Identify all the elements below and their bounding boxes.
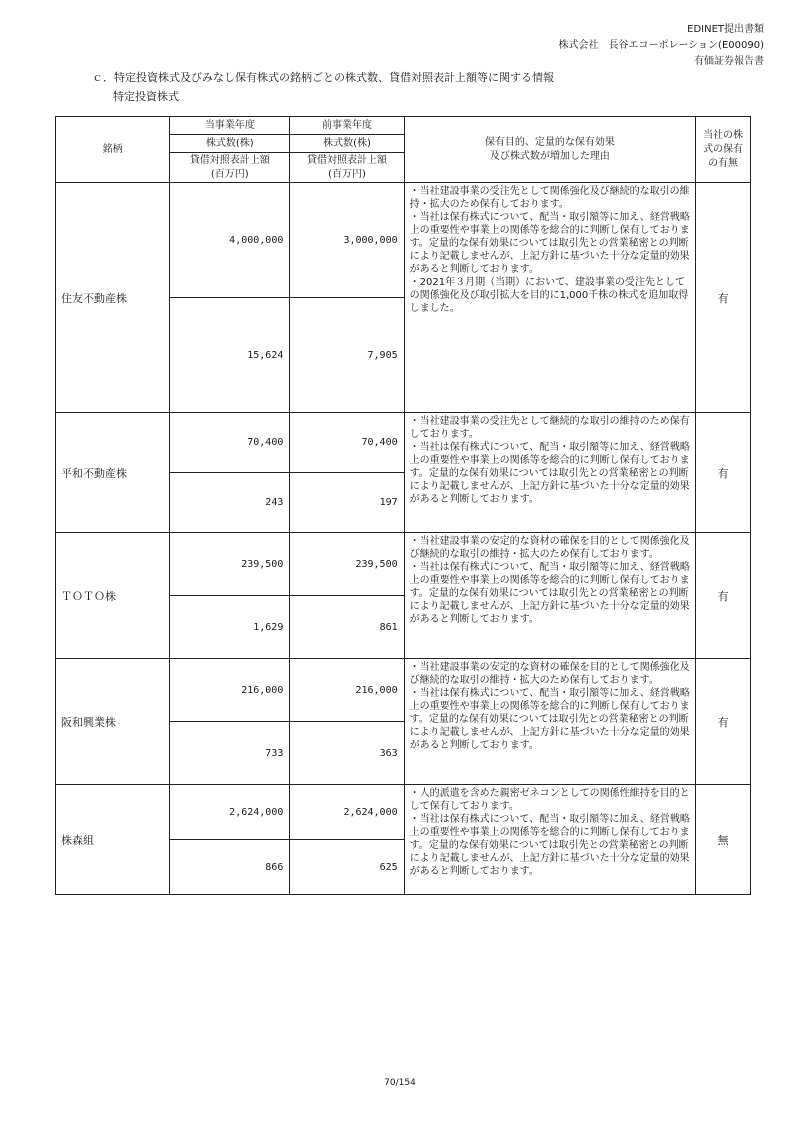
purpose-paragraph: ・当社は保有株式について、配当・取引額等に加え、経営戦略上の重要性や事業上の関係等を総合的に判断し保有しております。定量的な保有効果については取引先との営業秘密との判断により記載しませんが、上記方針に基づいた十分な定量的効果があると判断しております。: [409, 442, 690, 505]
purpose-paragraph: ・当社建設事業の受注先として継続的な取引の維持のため保有しております。: [409, 416, 690, 440]
cross-holding-flag: 有: [696, 413, 751, 533]
book-value-current: 1,629: [170, 596, 290, 659]
doc-header-report-type: 有価証券報告書: [694, 56, 764, 67]
section-title: ｃ．特定投資株式及びみなし保有株式の銘柄ごとの株式数、貸借対照表計上額等に関する情報: [92, 71, 554, 84]
stock-name: 住友不動産株: [56, 183, 170, 413]
purpose-paragraph: ・当社は保有株式について、配当・取引額等に加え、経営戦略上の重要性や事業上の関係等を総合的に判断し保有しております。定量的な保有効果については取引先との営業秘密との判断により記載しませんが、上記方針に基づいた十分な定量的効果があると判断しております。: [409, 212, 690, 275]
stock-name: 阪和興業株: [56, 659, 170, 785]
purpose-paragraph: ・人的派遣を含めた親密ゼネコンとしての関係性維持を目的として保有しております。: [409, 788, 690, 812]
table-row: [56, 533, 751, 596]
stock-name: 平和不動産株: [56, 413, 170, 533]
holding-purpose: [404, 659, 696, 785]
holding-purpose: [404, 413, 696, 533]
table-row: [56, 183, 751, 298]
shares-previous: 3,000,000: [290, 183, 404, 298]
holdings-table-header: [56, 117, 751, 183]
shares-current: 216,000: [170, 659, 290, 722]
col-header-value-current: 貸借対照表計上額 (百万円): [170, 153, 290, 183]
holdings-table-body: [56, 183, 751, 895]
shares-previous: 70,400: [290, 413, 404, 473]
holdings-table: [55, 116, 751, 895]
col-header-holding: 当社の株式の保有の有無: [696, 117, 751, 183]
section-subtitle: 特定投資株式: [113, 90, 179, 103]
col-header-name: 銘柄: [56, 117, 170, 183]
purpose-paragraph: ・当社建設事業の受注先として関係強化及び継続的な取引の維持・拡大のため保有しております。: [409, 186, 690, 210]
table-row: [56, 413, 751, 473]
shares-previous: 2,624,000: [290, 785, 404, 840]
book-value-current: 866: [170, 840, 290, 895]
book-value-previous: 625: [290, 840, 404, 895]
book-value-previous: 861: [290, 596, 404, 659]
purpose-paragraph: ・当社建設事業の安定的な資材の確保を目的として関係強化及び継続的な取引の維持・拡大のため保有しております。: [409, 536, 690, 560]
doc-header-company: 株式会社 長谷エコーポレーション(E00090): [558, 40, 764, 51]
shares-previous: 216,000: [290, 659, 404, 722]
col-header-purpose: 保有目的、定量的な保有効果 及び株式数が増加した理由: [404, 117, 696, 183]
shares-previous: 239,500: [290, 533, 404, 596]
col-header-shares-previous: 株式数(株): [290, 135, 404, 153]
col-header-shares-current: 株式数(株): [170, 135, 290, 153]
purpose-paragraph: ・当社は保有株式について、配当・取引額等に加え、経営戦略上の重要性や事業上の関係等を総合的に判断し保有しております。定量的な保有効果については取引先との営業秘密との判断により記載しませんが、上記方針に基づいた十分な定量的効果があると判断しております。: [409, 688, 690, 751]
purpose-paragraph: ・2021年３月期（当期）において、建設事業の受注先としての関係強化及び取引拡大を目的に1,000千株の株式を追加取得しました。: [409, 277, 689, 314]
shares-current: 4,000,000: [170, 183, 290, 298]
purpose-paragraph: ・当社は保有株式について、配当・取引額等に加え、経営戦略上の重要性や事業上の関係等を総合的に判断し保有しております。定量的な保有効果については取引先との営業秘密との判断により記載しませんが、上記方針に基づいた十分な定量的効果があると判断しております。: [409, 562, 690, 625]
book-value-previous: 363: [290, 722, 404, 785]
book-value-current: 243: [170, 473, 290, 533]
holding-purpose: [404, 183, 696, 413]
cross-holding-flag: 有: [696, 183, 751, 413]
book-value-current: 15,624: [170, 298, 290, 413]
col-header-previous-year: 前事業年度: [290, 117, 404, 135]
shares-current: 2,624,000: [170, 785, 290, 840]
purpose-paragraph: ・当社は保有株式について、配当・取引額等に加え、経営戦略上の重要性や事業上の関係等を総合的に判断し保有しております。定量的な保有効果については取引先との営業秘密との判断により記載しませんが、上記方針に基づいた十分な定量的効果があると判断しております。: [409, 814, 690, 877]
shares-current: 239,500: [170, 533, 290, 596]
cross-holding-flag: 無: [696, 785, 751, 895]
stock-name: 株森組: [56, 785, 170, 895]
book-value-current: 733: [170, 722, 290, 785]
purpose-paragraph: ・当社建設事業の安定的な資材の確保を目的として関係強化及び継続的な取引の維持・拡大のため保有しております。: [409, 662, 690, 686]
book-value-previous: 7,905: [290, 298, 404, 413]
doc-header-system: EDINET提出書類: [687, 24, 764, 35]
table-row: [56, 785, 751, 840]
shares-current: 70,400: [170, 413, 290, 473]
holding-purpose: [404, 785, 696, 895]
col-header-current-year: 当事業年度: [170, 117, 290, 135]
table-row: [56, 659, 751, 722]
stock-name: ＴＯＴＯ株: [56, 533, 170, 659]
cross-holding-flag: 有: [696, 533, 751, 659]
col-header-value-previous: 貸借対照表計上額 (百万円): [290, 153, 404, 183]
page-number: 70/154: [384, 1078, 416, 1088]
book-value-previous: 197: [290, 473, 404, 533]
cross-holding-flag: 有: [696, 659, 751, 785]
holding-purpose: [404, 533, 696, 659]
